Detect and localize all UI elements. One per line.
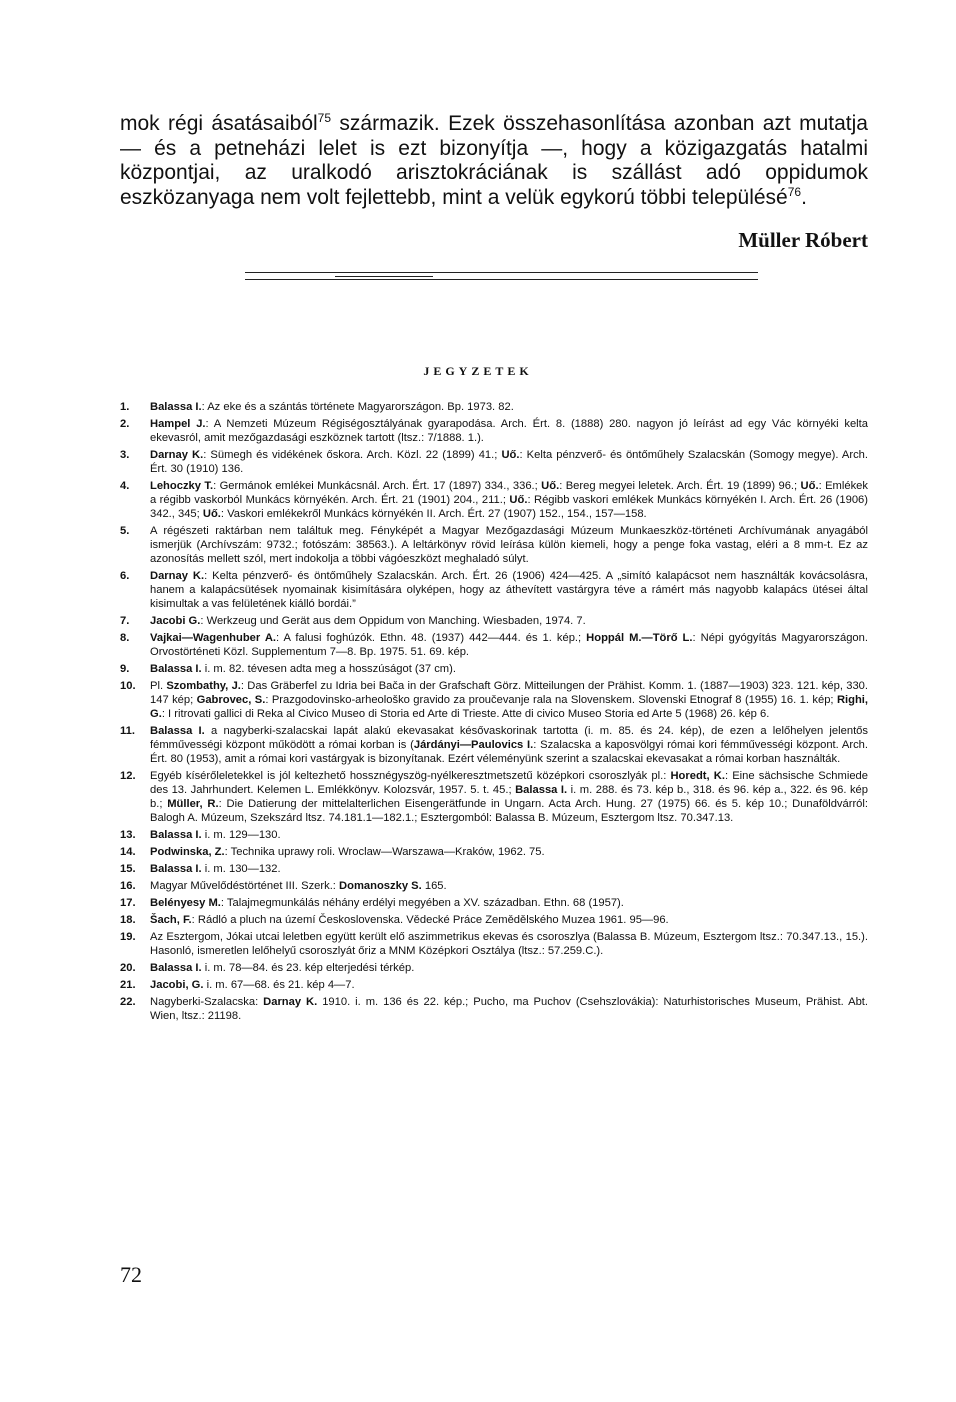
note-number: 9.: [120, 663, 130, 675]
note-author: Horedt, K.: [670, 770, 725, 782]
note-author: Járdányi—Paulovics I.: [413, 739, 534, 751]
note-author: Balassa I.: [150, 401, 202, 413]
notes-heading: JEGYZETEK: [423, 364, 533, 378]
note-author: Darnay K.: [150, 570, 205, 582]
note-author: Gabrovec, S.: [196, 694, 266, 706]
note-number: 18.: [120, 914, 136, 926]
note-item: [120, 913, 868, 927]
note-author: Belényesy M.: [150, 897, 221, 909]
divider-rule-2: [245, 279, 758, 280]
note-text: : A Nemzeti Múzeum Régiségosztályának gyarapodása. Arch. Ért. 8. (1888) 280. nagyon jó leírást ad egy Vác környéki kelta ekevasról, amit mezőgazdasági eszköznek tartott (ltsz.: 7/1888. 1.).: [150, 418, 868, 444]
note-author: Darnay K.: [150, 449, 204, 461]
note-number: 12.: [120, 770, 136, 782]
note-author: Uő.: [501, 449, 520, 461]
divider-rule-1: [245, 272, 758, 273]
note-text: : Bereg megyei leletek. Arch. Ért. 19 (1899) 96.;: [559, 480, 801, 492]
note-item: [120, 417, 868, 445]
note-item: [120, 400, 868, 414]
note-item: [120, 614, 868, 628]
note-number: 17.: [120, 897, 136, 909]
note-author: Lehoczky T.: [150, 480, 214, 492]
note-author: Müller, R.: [167, 798, 219, 810]
note-text: : Sümegh és vidékének őskora. Arch. Közl. 22 (1899) 41.;: [203, 449, 502, 461]
note-author: Balassa I.: [150, 863, 202, 875]
note-text: i. m. 82. tévesen adta meg a hosszúságot (37 cm).: [201, 663, 456, 675]
note-text: : Kelta pénzverő- és öntőműhely Szalacskán (Somogy megye). Arch. Ért. 30 (1910) 136.: [150, 449, 868, 475]
note-number: 7.: [120, 615, 130, 627]
note-number: 11.: [120, 725, 135, 737]
note-item: [120, 769, 868, 825]
note-author: Szombathy, J.: [166, 680, 241, 692]
note-number: 19.: [120, 931, 136, 943]
note-number: 13.: [120, 829, 136, 841]
note-author: Balassa I.: [150, 663, 202, 675]
note-text: : Talajmegmunkálás néhány erdélyi megyében a XV. században. Ethn. 68 (1957).: [220, 897, 624, 909]
note-text: : Szalacska a kaposvölgyi római kori fémművességi központ. Arch. Ért. 80 (1953), amit a római kori vastárgyak is bizonyítanak. Ezért véleményünk szerint a szalacskai ekevasakat a római korban használták.: [150, 739, 869, 765]
note-number: 8.: [120, 632, 130, 644]
note-author: Uő.: [509, 494, 528, 506]
note-author: Balassa I.: [515, 784, 568, 796]
note-author: Šach, F.: [150, 914, 192, 926]
note-text: : A falusi foghúzók. Ethn. 48. (1937) 442—444. és 1. kép.;: [276, 632, 587, 644]
note-item: [120, 828, 868, 842]
note-item: [120, 524, 868, 566]
note-item: [120, 569, 868, 611]
divider-rule-short: [335, 276, 433, 277]
note-author: Hoppál M.—Törő L.: [586, 632, 693, 644]
note-number: 6.: [120, 570, 130, 582]
note-number: 14.: [120, 846, 136, 858]
note-author: Balassa I.: [150, 725, 205, 737]
note-number: 1.: [120, 401, 130, 413]
note-author: Balassa I.: [150, 962, 202, 974]
note-item: [120, 845, 868, 859]
note-number: 4.: [120, 480, 130, 492]
note-author: Domanoszky S.: [339, 880, 422, 892]
note-text: : Az eke és a szántás története Magyarországon. Bp. 1973. 82.: [201, 401, 514, 413]
note-author: Uő.: [800, 480, 819, 492]
note-text: Egyéb kísérőleletekkel is jól keltezhető hossznégyszög-nyélkeresztmetszetű középkori csoroszlyák pl.:: [150, 770, 671, 782]
note-item: [120, 961, 868, 975]
intro-paragraph: mok régi ásatásaiból$^{75}$ származik. Ezek összehasonlítása azonban azt mutatja — és a petneházi lelet is ezt bizonyítja —, hogy a közigazgatás hatalmi központjai, az uralkodó arisztokráciának is szállást adó oppidumok eszközanyaga nem volt fejlettebb, mint a velük egykorú többi településé$^{76}$.: [120, 111, 868, 209]
note-number: 16.: [120, 880, 136, 892]
note-text: : Germánok emlékei Munkácsnál. Arch. Ért. 17 (1897) 334., 336.;: [213, 480, 542, 492]
note-item: [120, 930, 868, 958]
note-text: i. m. 129—130.: [201, 829, 281, 841]
note-number: 22.: [120, 996, 136, 1008]
note-text: : Werkzeug und Gerät aus dem Oppidum von Manching. Wiesbaden, 1974. 7.: [200, 615, 586, 627]
note-text: : Vaskori emlékekről Munkács környékén II. Arch. Ért. 27 (1907) 152., 154., 157—158.: [220, 508, 647, 520]
note-text: : Kelta pénzverő- és öntőműhely Szalacskán. Arch. Ért. 26 (1906) 424—425. A „simító kalapácsot nem használták kovácsolásra, hanem a kalapácsütések nyomainak kisimítására olyképen, hogy az áthevített vastárgyra téve a rámért más nagyobb kalapács ütései által kisimultak a vas felületének kiálló bordái.”: [150, 570, 868, 610]
note-text: : Eine sächsische Schmiede des 13. Jahrhundert. Kelemen L. Emlékkönyv. Kolozsvár, 1957. 5. t. 45.;: [150, 770, 868, 796]
note-text: i. m. 78—84. és 23. kép elterjedési térkép.: [201, 962, 415, 974]
note-text: : Das Gräberfel zu Idria bei Bača in der Grafschaft Görz. Mitteilungen der Prähist. Komm. 1. (1887—1903) 323. 121. kép, 330. 147 kép;: [150, 680, 868, 706]
note-text: A régészeti raktárban nem találtuk meg. Fényképét a Magyar Mezőgazdasági Múzeum Munkaeszköz-történeti Archívumának anyagából ismerjük (Archívszám: 9732.; fotószám: 38563.). A leltárkönyv rövid leírása külön kiemeli, hogy a penge foka vastag, eléri a 8 mm-t. Ez az azonosítás mellett szól, mert indokolja a többi vágóeszközt meghaladó súlyt.: [150, 525, 868, 565]
note-author: Darnay K.: [263, 996, 318, 1008]
note-item: [120, 662, 868, 676]
note-text: : Technika uprawy roli. Wroclaw—Warszawa—Kraków, 1962. 75.: [224, 846, 545, 858]
note-item: [120, 978, 868, 992]
note-number: 5.: [120, 525, 130, 537]
note-number: 10.: [120, 680, 136, 692]
note-number: 3.: [120, 449, 130, 461]
note-text: : Népi gyógyítás Magyarországon. Orvostörténeti Közl. Supplementum 7—8. Bp. 1975. 51. 69. kép.: [150, 632, 868, 658]
note-author: Jacobi, G.: [150, 979, 204, 991]
note-text: Az Esztergom, Jókai utcai leletben együtt került elő aszimmetrikus ekevas és csoroszlya (Balassa B. Múzeum, Esztergom ltsz.: 70.347.13., 15.). Hasonló, ismeretlen lelőhelyű csoroszlyát őriz a MNM Középkori Osztálya (ltsz.: 57.259.C.).: [150, 931, 868, 957]
note-text: : Die Datierung der mittelalterlichen Eisengerätfunde in Ungarn. Acta Arch. Hung. 27 (1975) 66. és 5. kép 10.; Dunaföldvárról: Balogh A. Múzeum, Szekszárd ltsz. 74.181.1—182.1.; Esztergomból: Balassa B. Múzeum, Esztergom ltsz. 70.347.13.: [150, 798, 868, 824]
note-text: i. m. 67—68. és 21. kép 4—7.: [203, 979, 355, 991]
note-item: [120, 995, 868, 1023]
note-item: [120, 862, 868, 876]
notes-list: [120, 400, 868, 1026]
note-item: [120, 479, 868, 521]
footnote-ref-75: 75: [317, 111, 332, 125]
note-text: Pl.: [150, 680, 167, 692]
note-text: : Prazgodovinsko-arheološko gravido za proučevanje rala na Slovenskem. Slovenski Etnograf 8 (1955) 16. 1. kép;: [265, 694, 837, 706]
note-item: [120, 448, 868, 476]
note-text: : Emlékek a régibb vaskorból Munkács környékén. Arch. Ért. 21 (1901) 204., 211.;: [150, 480, 868, 506]
note-item: [120, 879, 868, 893]
note-item: [120, 679, 868, 721]
note-number: 21.: [120, 979, 136, 991]
note-author: Uő.: [541, 480, 560, 492]
note-author: Balassa I.: [150, 829, 202, 841]
note-author: Righi, G.: [150, 694, 869, 720]
note-item: [120, 631, 868, 659]
note-number: 20.: [120, 962, 136, 974]
note-text: : I ritrovati gallici di Reka al Civico Museo di Storia ed Arte di Trieste. Atte di civico Museo Storia ed Arte 5 (1968) 26. kép 6.: [161, 708, 770, 720]
note-text: 1910. i. m. 136 és 22. kép.; Pucho, ma Puchov (Csehszlovákia): Naturhistorisches Museum, Prähist. Abt. Wien, ltsz.: 21198.: [150, 996, 869, 1022]
note-text: Magyar Művelődéstörténet III. Szerk.:: [150, 880, 340, 892]
note-text: : Régibb vaskori emlékek Munkács környékén I. Arch. Ért. 26 (1906) 342., 345;: [150, 494, 868, 520]
note-number: 2.: [120, 418, 130, 430]
author-signature: Müller Róbert: [738, 228, 868, 252]
note-item: [120, 896, 868, 910]
page-number: 72: [120, 1262, 142, 1287]
note-text: Nagyberki-Szalacska:: [150, 996, 264, 1008]
note-author: Uő.: [202, 508, 221, 520]
note-text: a nagyberki-szalacskai lapát alakú ekevasakat késővaskorinak tartotta (i. m. 85. és 24. kép), de ezen a lelőhelyen jelentős fémművességi központ működött a római korban is (: [150, 725, 868, 751]
note-text: 165.: [421, 880, 447, 892]
note-number: 15.: [120, 863, 136, 875]
note-text: : Rádló a pluch na území Československa. Vědecké Práce Zemědělského Muzea 1961. 95—96.: [191, 914, 669, 926]
note-text: i. m. 130—132.: [201, 863, 281, 875]
note-author: Podwinska, Z.: [150, 846, 225, 858]
note-item: [120, 724, 868, 766]
note-text: i. m. 288. és 73. kép b., 318. és 96. kép a., 322. és 96. kép b.;: [150, 784, 869, 810]
note-author: Vajkai—Wagenhuber A.: [150, 632, 277, 644]
note-author: Hampel J.: [150, 418, 206, 430]
note-author: Jacobi G.: [150, 615, 201, 627]
footnote-ref-76: 76: [787, 184, 802, 199]
